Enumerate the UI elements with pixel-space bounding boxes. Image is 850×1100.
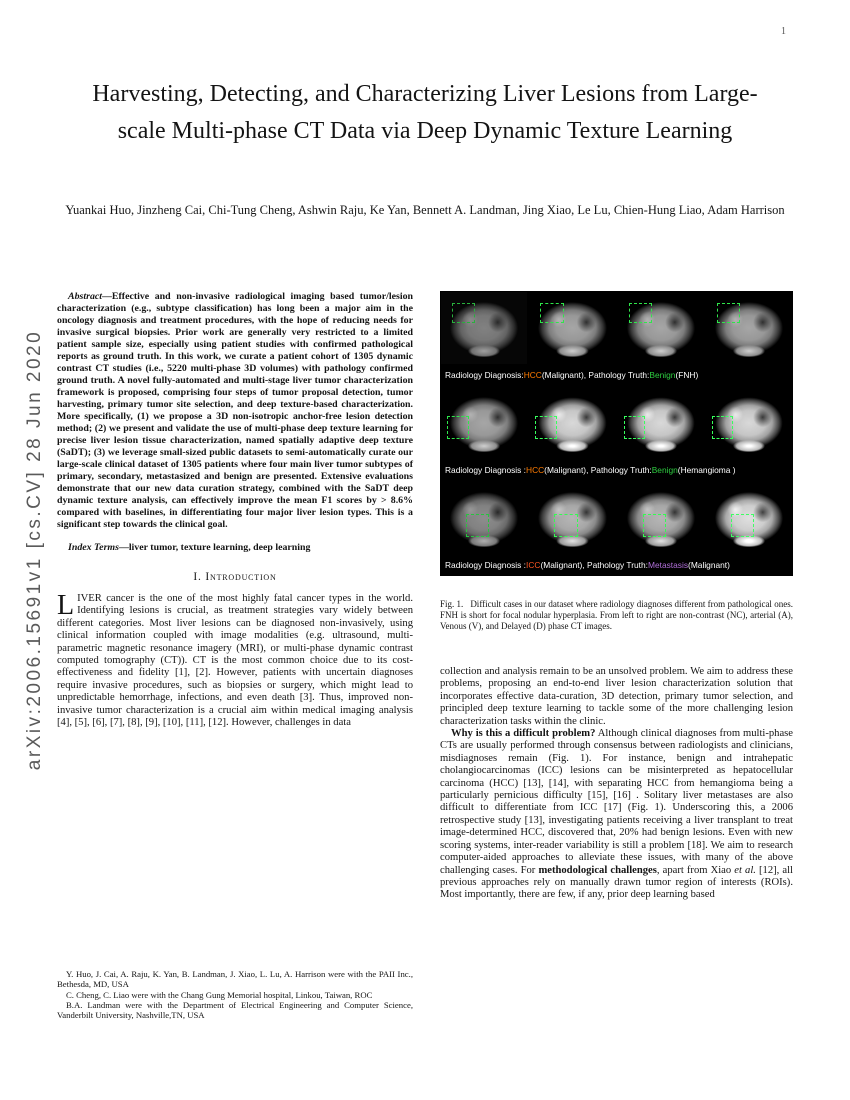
ct-image-arterial [529,387,615,459]
figure-row-label-part: (Hemangioma ) [677,464,736,475]
lesion-annotation-box [535,416,557,439]
author-footnotes [57,969,413,1020]
ct-image-venous [618,387,704,459]
figure-row-label-part: Metastasis [648,559,689,570]
paper-authors: Yuankai Huo, Jinzheng Cai, Chi-Tung Cheng, Ashwin Raju, Ke Yan, Bennett A. Landman, Jing Xiao, Le Lu, Chien-Hung Liao, Adam Harrison [65,203,785,217]
ct-image-venous [618,292,704,364]
introduction-paragraph [57,590,413,729]
ct-image-nc [441,387,527,459]
lesion-annotation-box [712,416,734,439]
index-terms [57,542,413,554]
figure-row-label-part: (Malignant), Pathology Truth: [540,559,648,570]
body-paragraph: collection and analysis remain to be an unsolved problem. We aim to address these problems, proposing an end-to-end liver lesion characterization solution that incorporates effective data-curation, 3D detection, primary tumor selection, and principled deep texture learning to tackle some of the more challenging lesion characterization tasks within the clinic. [440,666,793,727]
bold-lead-question: Why is this a difficult problem? [451,728,596,740]
figure-row-label-part: HCC [526,464,545,475]
lesion-annotation-box [731,514,754,537]
bold-phrase: methodological challenges [538,864,657,876]
paper-title: Harvesting, Detecting, and Characterizing Liver Lesions from Large-scale Multi-phase CT Data via Deep Dynamic Texture Learning [92,81,758,144]
lesion-annotation-box [540,303,563,323]
abstract-label: Abstract [68,291,103,302]
figure-row-label [441,459,792,480]
section-heading-introduction: I. Introduction [193,571,277,583]
figure-row-label-part: (Malignant), Pathology Truth: [544,464,652,475]
paragraph-text: [12], all previous approaches rely on manually drawn tumor region of interests (ROIs). Most importantly, there are few, if any, prior deep learning based [440,864,794,901]
ct-image-venous [618,482,704,554]
figure-row-label-part: Benign [649,369,676,380]
ct-image-arterial [529,292,615,364]
lesion-annotation-box [447,416,469,439]
arxiv-stamp: arXiv:2006.15691v1 [cs.CV] 28 Jun 2020 [24,329,45,771]
figure-row-label-part: Radiology Diagnosis : [445,464,527,475]
italic-et-al: et al. [734,864,756,876]
figure-row-hcc-hemangioma [441,387,792,480]
figure-row-label [441,364,792,385]
figure-row-label [441,554,792,575]
index-terms-label: Index Terms [68,542,119,553]
figure-row-label-part: Radiology Diagnosis: [445,369,524,380]
introduction-lead: IVER [77,593,102,604]
lesion-annotation-box [643,514,666,537]
footnote: B.A. Landman were with the Department of Electrical Engineering and Computer Science, Vanderbilt University, Nashville,TN, USA [57,999,413,1021]
figure-row-label-part: (FNH) [675,369,699,380]
figure-row-hcc-fnh [441,292,792,385]
footnote: Y. Huo, J. Cai, A. Raju, K. Yan, B. Landman, J. Xiao, L. Lu, A. Harrison were with the PAII Inc., Bethesda, MD, USA [57,969,413,990]
index-terms-text: —liver tumor, texture learning, deep learning [118,542,311,553]
figure-row-label-part: (Malignant) [688,559,730,570]
body-paragraph [440,728,793,902]
paragraph-text: Although clinical diagnoses from multi-phase CTs are usually performed through consensus between radiologists and clinicians, misdiagnoses remain (Fig. 1). For instance, benign and intrahepatic cholangiocarcinomas (ICC) lesions can be misinterpreted as hepatocellular carcinoma (HCC) [13], [14], with separating HCC from hemangioma being a particularly pernicious difficulty [15], [16] . Solitary liver metastases are also difficult to differentiate from ICC [17] (Fig. 1). Underscoring this, a 2006 retrospective study [13], investigating patients receiving a liver transplant to treat image-determined HCC, discovered that, 20% had benign lesions. Even with new scoring systems, inter-reader variability is still a problem [18]. We aim to research computer-aided approaches to alleviate these issues, with many of the above challenging cases. For [440,728,793,876]
lesion-annotation-box [554,514,577,537]
introduction-text: cancer is the one of the most highly fatal cancer types in the world. Identifying lesions is crucial, as treatment strategies vary widely between different categories. Most liver lesions can be diagnosed non-invasively, using clinical information coupled with image modalities (e.g. ultrasound, multi-parametric magnetic resonance imagery (MRI), or multi-phase dynamic contrast computed tomography (CT)). CT is the most common choice due to its cost-effectiveness and fidelity [1], [2]. However, patients with uncertain diagnoses require invasive procedures, such as biopsies or surgery, which might lead to unpredictable hemorrhage, infections, and even death [3]. Thus, improved non-invasive tumor characterization is a crucial aim within medical imaging analysis [4], [5], [6], [7], [8], [9], [10], [11], [12]. However, challenges in data [57,593,413,729]
figure-row-label-part: (Malignant), Pathology Truth: [541,369,650,380]
ct-image-strip [441,292,792,364]
figure-caption-label: Fig. 1. [440,599,464,609]
figure-row-label-part: ICC [526,559,541,570]
ct-image-arterial [529,482,615,554]
right-column [440,666,793,902]
figure-row-label-part: Benign [651,464,678,475]
ct-image-strip [441,482,792,554]
left-column [57,291,413,729]
ct-image-delayed [706,292,792,364]
figure-row-icc-metastasis [441,482,792,575]
abstract-text: —Effective and non-invasive radiological imaging based tumor/lesion characterization (e.g., subtype classification) has long been a major aim in the oncology diagnosis and treatment procedures, with the hope of reducing needs for invasive surgical biopsies. Prior work are generally very restricted to a limited patient sample size, especially using patient studies with confirmed pathological reports as ground truth. In this work, we curate a patient cohort of 1305 dynamic contrast CT studies (i.e., 5220 multi-phase 3D volumes) with pathology confirmed ground truth. A novel fully-automated and multi-stage liver tumor characterization framework is proposed, comprising four steps of tumor proposal detection, tumor harvesting, primary tumor site selection, and deep texture-based characterization. More specifically, (1) we propose a 3D non-isotropic anchor-free lesion detection method; (2) we present and validate the use of multi-phase deep texture learning for precise liver lesion tissue characterization, named spatially adaptive deep texture (SaDT); (3) we leverage small-sized public datasets to semi-automatically curate our large-scale clinical dataset of 1305 patients where four main liver tumor subtypes of primary, secondary, metastasized and benign are presented. Extensive evaluations demonstrate that our new data curation strategy, combined with the SaDT deep dynamic texture analysis, can effectively improve the mean F1 scores by > 8.6% compared with baselines, in differentiating four major liver lesion types. This is a significant step towards the clinical goal. [57,291,413,530]
lesion-annotation-box [452,303,475,323]
ct-image-nc [441,292,527,364]
lesion-annotation-box [629,303,652,323]
paragraph-text: , apart from Xiao [656,864,735,876]
figure-row-label-part: HCC [523,369,542,380]
lesion-annotation-box [717,303,740,323]
dropcap-letter: L [57,590,75,621]
figure-caption [440,599,793,632]
ct-image-delayed [706,482,792,554]
figure-caption-text: Difficult cases in our dataset where radiology diagnoses different from pathological ones. FNH is short for focal nodular hyperplasia. From left to right are non-contrast (NC), arterial (A), Venous (V), and Delayed (D) phase CT images. [440,599,793,631]
abstract [57,291,413,531]
ct-image-strip [441,387,792,459]
ct-image-delayed [706,387,792,459]
figure-row-label-part: Radiology Diagnosis : [445,559,527,570]
lesion-annotation-box [466,514,489,537]
page-number: 1 [781,26,786,37]
ct-image-nc [441,482,527,554]
lesion-annotation-box [624,416,646,439]
figure-1 [440,291,793,576]
footnote: C. Cheng, C. Liao were with the Chang Gung Memorial hospital, Linkou, Taiwan, ROC [66,989,373,1000]
